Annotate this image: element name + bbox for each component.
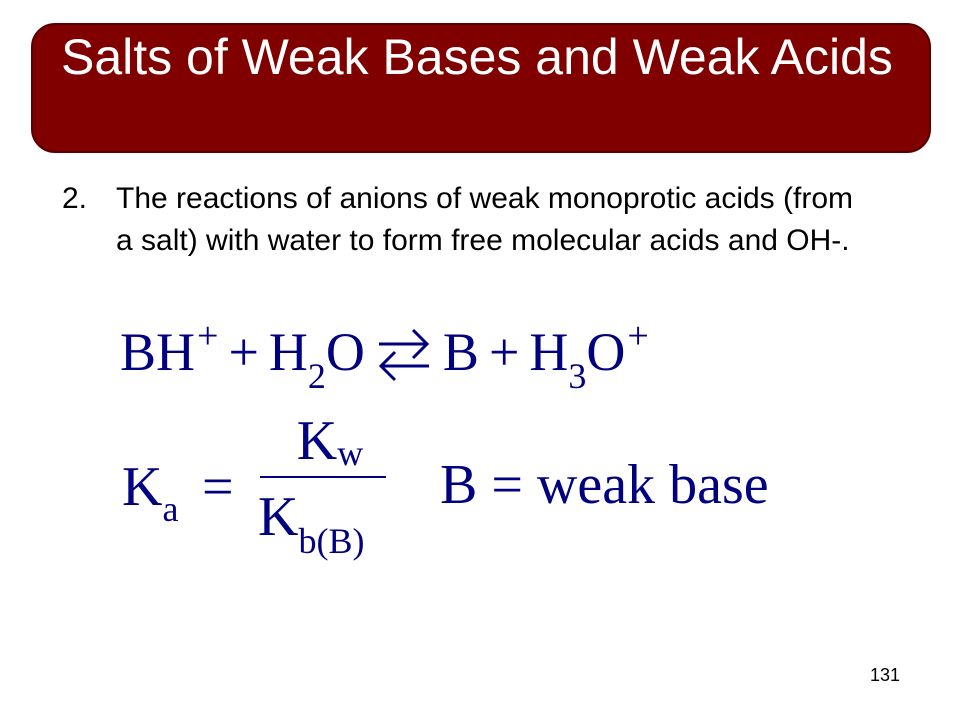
plus-sign: + [488,322,520,382]
fraction-denominator: $K_{b(B)}$ [258,486,365,561]
equals-sign: = [202,456,234,518]
ka-symbol: $K_a$ [122,456,179,529]
weak-base-definition: B = weak base [440,454,769,516]
slide-title: Salts of Weak Bases and Weak Acids [61,29,893,85]
equilibrium-equation [120,312,649,396]
fraction-bar [260,476,386,478]
product-b: B [442,322,479,382]
equilibrium-arrows-icon [373,324,435,384]
reactant-bh: BH+ [120,315,219,382]
bullet-text: The reactions of anions of weak monoprotic acids (from a salt) with water to form free molecular acids and OH-. [116,182,854,257]
ka-equation [122,410,822,580]
page-number: 131 [869,665,900,685]
bullet-number: 2. [62,182,88,215]
reactant-water: H2O [268,322,365,396]
product-hydronium: H3O+ [529,315,649,396]
title-banner [31,23,931,153]
plus-sign: + [228,322,259,382]
fraction-numerator: Kw [296,410,364,473]
